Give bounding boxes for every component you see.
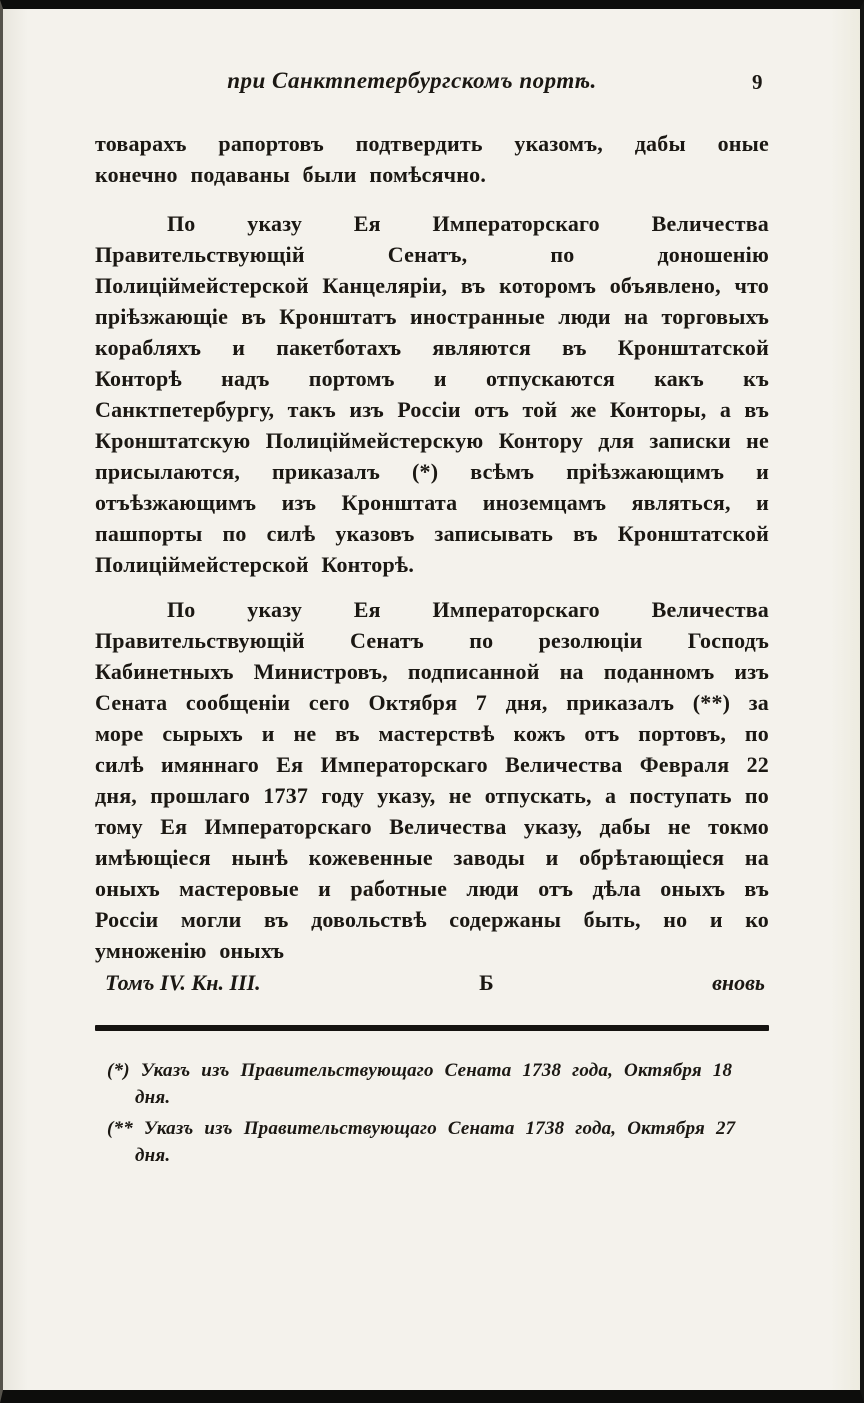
paragraph-decree-2: По указу Ея Императорскаго Величества Правительствующій Сенатъ по резолюціи Господъ Кабинетныхъ Министровъ, подписанной на поданномъ изъ Сената сообщеніи сего Октября 7 дня, приказалъ (**) за море сырыхъ и не въ мастерствѣ кожъ отъ портовъ, по силѣ имяннаго Ея Императорскаго Величества Февраля 22 дня, прошлаго 1737 году указу, не отпускать, а поступать по тому Ея Императорскаго Величества указу, дабы не токмо имѣющіеся нынѣ кожевенные заводы и обрѣтающіеся на оныхъ мастеровые и работные люди отъ дѣла оныхъ въ Россіи могли въ довольствѣ содержаны быть, но и ко умноженію оныхъ [95,597,769,963]
footnote-1: (*) Указъ изъ Правительствующаго Сената 1738 года, Октября 18 дня. [107,1060,733,1108]
paragraph-decree-1: По указу Ея Императорскаго Величества Правительствующій Сенатъ, по доношенію Полиціймейстерской Канцеляріи, въ которомъ объявлено, что пріѣзжающіе въ Кронштатъ иностранные люди на торговыхъ корабляхъ и пакетботахъ являются въ Кронштатской Конторѣ надъ портомъ и отпускаются какъ къ Санктпетербургу, такъ изъ Россіи отъ той же Конторы, а въ Кронштатскую Полиціймейстерскую Контору для записки не присылаются, приказалъ (*) всѣмъ пріѣзжающимъ и отъѣзжающимъ изъ Кронштата иноземцамъ являться, и пашпорты по силѣ указовъ записывать въ Кронштатской Полиціймейстерской Конторѣ. [95,211,769,577]
running-title: при Санктпетербургскомъ портѣ. [227,68,597,93]
page-header [95,68,769,102]
body-text [95,128,769,966]
volume-label: Томъ IV. Кн. III. [105,970,261,995]
page-number: 9 [752,70,763,94]
footnotes-section [95,1057,769,1169]
footnote-rule [95,1025,769,1031]
catchword: вновь [712,970,765,995]
signature-mark: Б [479,970,494,995]
signature-line [95,970,769,1001]
paragraph-continuation: товарахъ рапортовъ подтвердить указомъ, дабы оные конечно подаваны были помѣсячно. [95,131,769,187]
footnote-2: (** Указъ изъ Правительствующаго Сената 1738 года, Октября 27 дня. [107,1118,736,1166]
